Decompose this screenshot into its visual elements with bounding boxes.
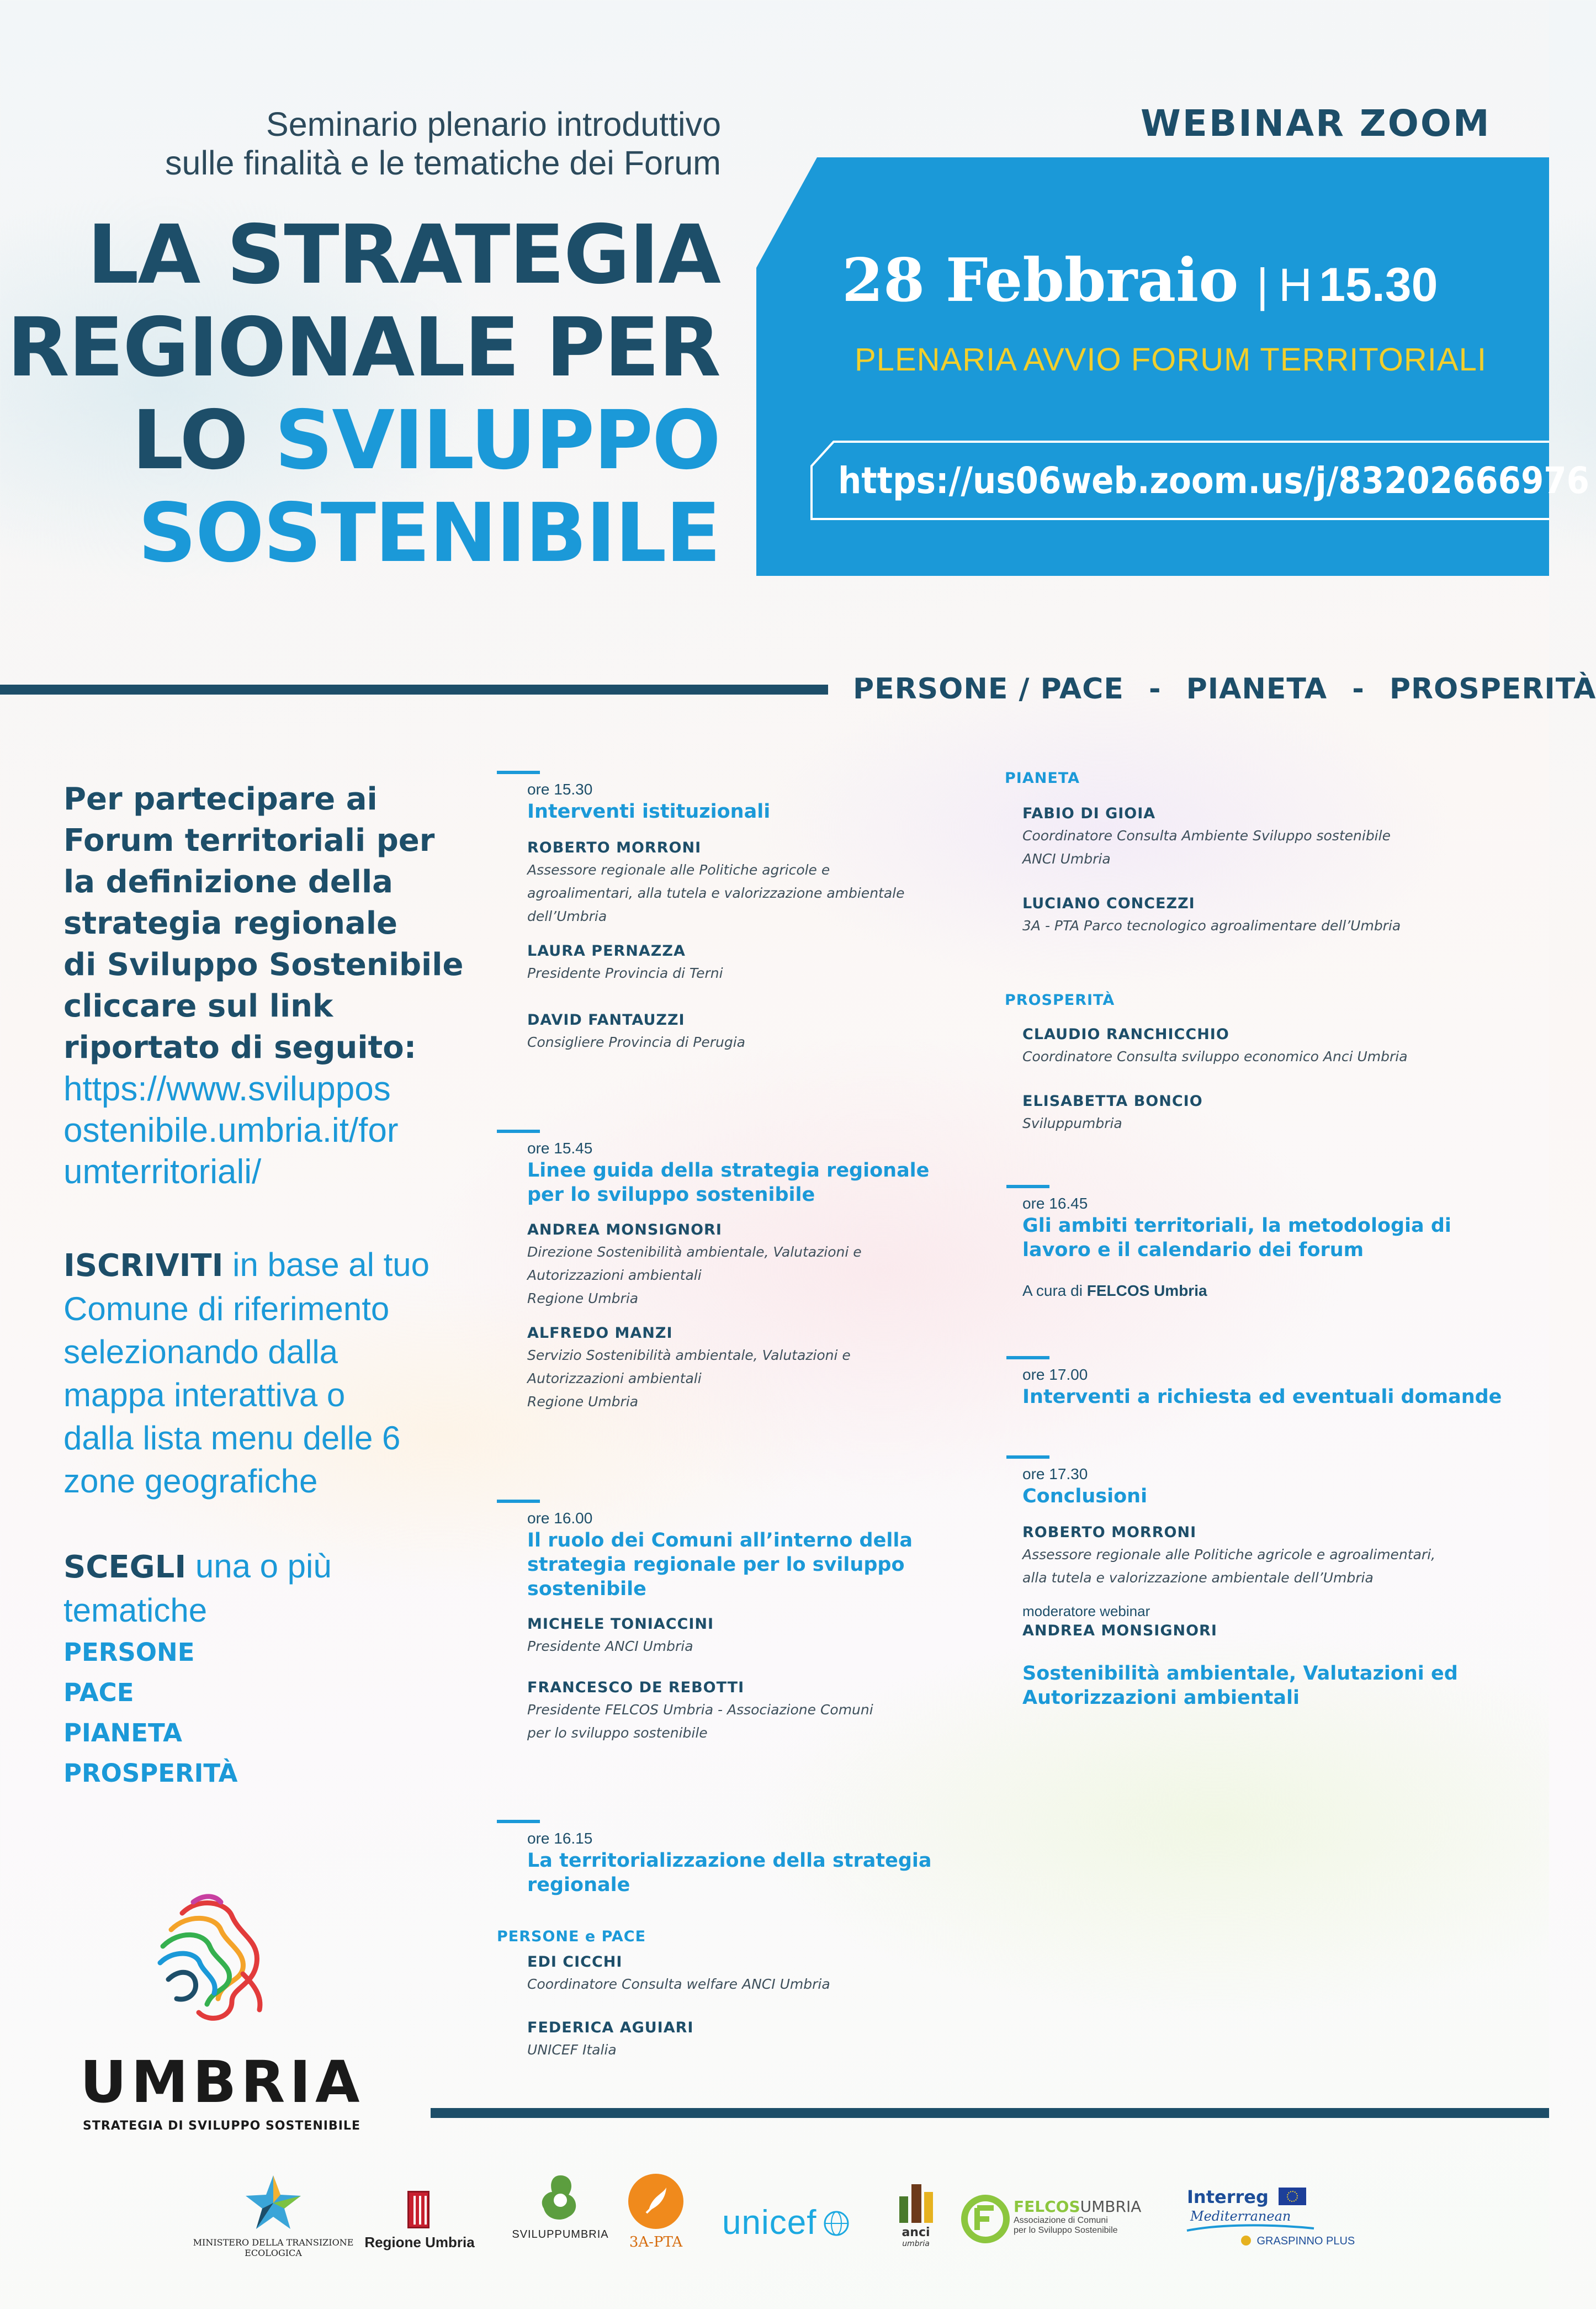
anci-umbria-logo: anci umbria	[897, 2180, 935, 2246]
sviluppumbria-label: SVILUPPUMBRIA	[512, 2228, 609, 2241]
anci-tower-icon	[897, 2180, 935, 2223]
slot-marker	[497, 771, 540, 774]
divider-left	[0, 685, 828, 695]
subtitle-line-2: sulle finalità e le tematiche dei Forum	[165, 144, 721, 182]
pta-label: 3A-PTA	[629, 2234, 683, 2250]
ministero-star-icon	[243, 2173, 304, 2233]
themes-bar: PERSONE / PACE - PIANETA - PROSPERITÀ	[853, 672, 1596, 706]
main-title	[0, 209, 720, 580]
theme-list	[63, 1632, 237, 1793]
slot-marker	[1006, 1185, 1049, 1188]
interreg-logo: Interreg	[1187, 2186, 1306, 2207]
title-line-4: SOSTENIBILE	[138, 486, 720, 580]
slot-title: Interventi istituzionali	[527, 801, 771, 823]
event-date	[842, 246, 1438, 315]
graspinno-label: GRASPINNO PLUS	[1241, 2235, 1355, 2248]
intro-text: Per partecipare ai Forum territoriali per la definizione della strategia regionale di Sviluppo Sostenibile cliccare sul link riportato di seguito: https://www.sviluppos ostenibile.umbria.it/for umterritoriali/	[63, 779, 516, 1193]
mediterranean-label: Mediterranean	[1190, 2209, 1291, 2224]
theme-persone-pace: PERSONE / PACE	[853, 672, 1124, 706]
hour-value: 15.30	[1319, 258, 1438, 311]
zoom-link[interactable]: https://us06web.zoom.us/j/83202666976	[838, 459, 1589, 502]
section-persone-pace: PERSONE e PACE	[497, 1928, 646, 1945]
unicef-globe-icon	[823, 2210, 850, 2237]
slot-1545: ore 15.45 Linee guida della strategia regionale per lo sviluppo sostenibile ANDREA MONSIGNORI Direzione Sostenibilità ambientale, Valutazioni e Autorizzazioni ambientali Regione Umbria ALFREDO MANZI Servizio Sostenibilità ambientale, Valutazioni e Autorizzazioni ambientali Regione Umbria	[527, 1140, 930, 1410]
title-line-1: LA STRATEGIA	[87, 208, 720, 302]
date-text: 28 Febbraio	[842, 246, 1239, 315]
slot-1615: ore 16.15 La territorializzazione della strategia regionale	[527, 1830, 932, 1896]
slot-marker	[1006, 1455, 1049, 1459]
slot-marker	[1006, 1356, 1049, 1359]
umbria-subtitle: STRATEGIA DI SVILUPPO SOSTENIBILE	[83, 2119, 360, 2133]
scegli-text: SCEGLI una o più tematiche	[63, 1548, 332, 1629]
theme-item-pace: PACE	[63, 1678, 134, 1707]
slot-1700: ore 17.00 Interventi a richiesta ed eventuali domande	[1022, 1366, 1502, 1408]
theme-item-prosperita: PROSPERITÀ	[63, 1759, 238, 1788]
graspinno-dot-icon	[1241, 2236, 1251, 2246]
pta-logo-icon	[627, 2172, 685, 2231]
slot-1530: ore 15.30 Interventi istituzionali ROBERTO MORRONI Assessore regionale alle Politiche agricole e agroalimentari, alla tutela e valorizzazione ambientale dell’Umbria LAURA PERNAZZA Presidente Provincia di Terni DAVID FANTAUZZI Consigliere Provincia di Perugia	[527, 781, 969, 1054]
interreg-wave-icon	[1187, 2223, 1314, 2234]
felcos-logo-icon	[961, 2194, 1010, 2244]
pianeta-speakers: FABIO DI GIOIA Coordinatore Consulta Ambiente Sviluppo sostenibile ANCI Umbria LUCIANO CONCEZZI 3A - PTA Parco tecnologico agroalimentare dell’Umbria	[1022, 805, 1401, 934]
plenaria-label: PLENARIA AVVIO FORUM TERRITORIALI	[855, 342, 1487, 378]
slot-marker	[497, 1500, 540, 1503]
hour-prefix: H	[1279, 259, 1312, 311]
hour-separator: |	[1256, 259, 1269, 311]
slot-1615-speakers: EDI CICCHI Coordinatore Consulta welfare ANCI Umbria FEDERICA AGUIARI UNICEF Italia	[527, 1953, 830, 2058]
theme-item-persone: PERSONE	[63, 1638, 195, 1667]
slot-1600: ore 16.00 Il ruolo dei Comuni all’interno della strategia regionale per lo sviluppo sostenibile MICHELE TONIACCINI Presidente ANCI Umbria FRANCESCO DE REBOTTI Presidente FELCOS Umbria - Associazione Comuni per lo sviluppo sostenibile	[527, 1510, 913, 1741]
umbria-logo-icon	[149, 1891, 282, 2029]
felcos-label: FELCOSUMBRIA Associazione di Comuni per lo Sviluppo Sostenibile	[1014, 2197, 1142, 2235]
eu-flag-icon	[1279, 2188, 1306, 2205]
theme-item-pianeta: PIANETA	[63, 1718, 182, 1747]
slot-marker	[497, 1130, 540, 1133]
umbria-wordmark: UMBRIA	[80, 2048, 364, 2116]
iscriviti-text: ISCRIVITI in base al tuo Comune di riferimento selezionando dalla mappa interattiva o dalla lista menu delle 6 zone geografiche	[63, 1246, 430, 1500]
section-prosperita: PROSPERITÀ	[1005, 992, 1115, 1009]
divider-bottom	[431, 2108, 1549, 2118]
webinar-label: WEBINAR ZOOM	[1141, 102, 1491, 145]
regione-umbria-emblem-icon	[407, 2191, 430, 2228]
theme-pianeta: PIANETA	[1186, 672, 1328, 706]
slot-marker	[497, 1820, 540, 1823]
forum-url[interactable]: https://www.sviluppos ostenibile.umbria.it/for umterritoriali/	[63, 1070, 399, 1191]
subtitle-line-1: Seminario plenario introduttivo	[266, 105, 721, 143]
section-pianeta: PIANETA	[1005, 770, 1080, 787]
sviluppumbria-icon	[530, 2170, 591, 2225]
title-line-2: REGIONALE PER	[7, 300, 720, 395]
title-line-3: LO SVILUPPO	[131, 393, 720, 488]
prosperita-speakers: CLAUDIO RANCHICCHIO Coordinatore Consulta sviluppo economico Anci Umbria ELISABETTA BONCIO Sviluppumbria	[1022, 1026, 1408, 1131]
ministero-label: MINISTERO DELLA TRANSIZIONE ECOLOGICA	[193, 2237, 354, 2258]
theme-prosperita: PROSPERITÀ	[1389, 672, 1596, 706]
unicef-logo: unicef	[722, 2203, 850, 2242]
subtitle	[3, 105, 721, 182]
regione-umbria-label: Regione Umbria	[364, 2234, 475, 2250]
slot-1645: ore 16.45 Gli ambiti territoriali, la metodologia di lavoro e il calendario dei forum A cura di FELCOS Umbria	[1022, 1195, 1451, 1299]
slot-1730: ore 17.30 Conclusioni ROBERTO MORRONI Assessore regionale alle Politiche agricole e agroalimentari, alla tutela e valorizzazione ambientale dell’Umbria moderatore webinar ANDREA MONSIGNORI Sostenibilità ambientale, Valutazioni ed Autorizzazioni ambientali	[1022, 1465, 1458, 1709]
